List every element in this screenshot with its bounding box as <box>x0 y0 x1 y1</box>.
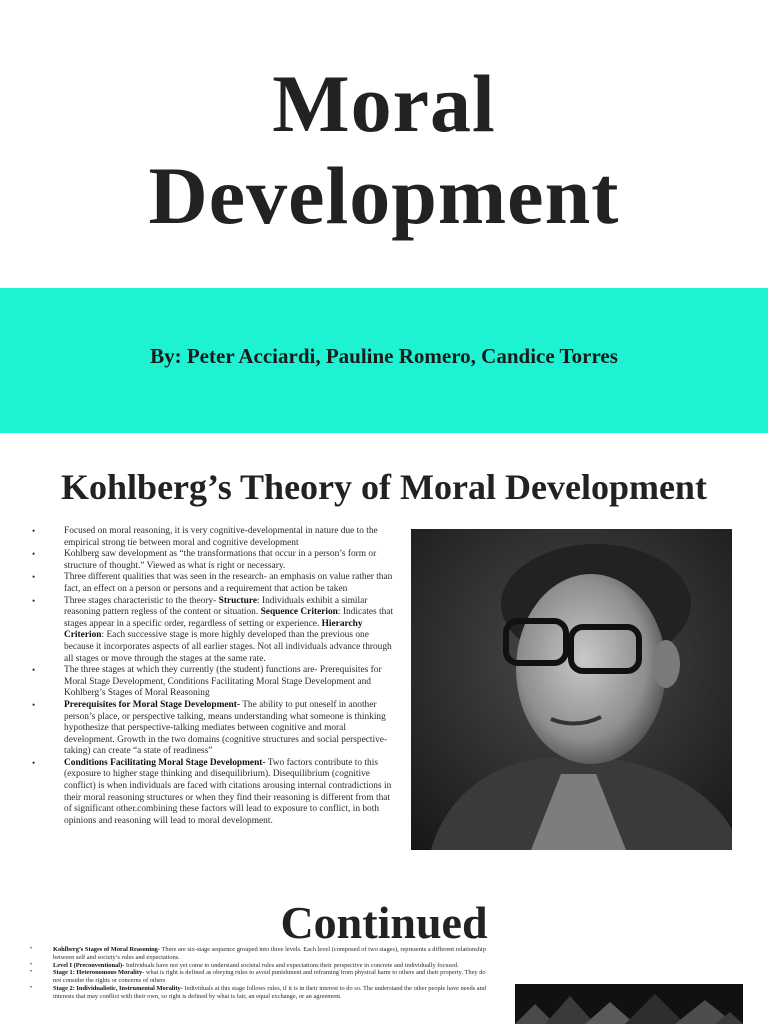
kohlberg-bullet-list <box>30 526 395 827</box>
list-item <box>28 946 488 962</box>
section-heading-kohlberg: Kohlberg’s Theory of Moral Development <box>61 467 707 507</box>
bullet-text: There are six-stage sequence grouped into three levels. Each level (composed of two stages), represents a different relationship between self and society’s rules and expectations. <box>53 946 486 961</box>
section-heading-continued: Continued <box>280 897 488 948</box>
bullet-term-text: : Individuals exhibit a similar reasoning pattern regless of the content or situation. <box>64 595 368 618</box>
bullet-lead: Conditions Facilitating Moral Stage Development- <box>64 757 266 768</box>
list-item <box>28 962 488 970</box>
list-item <box>30 549 395 572</box>
bullet-text: Individuals at this stage follows rules, if it is in their interest to do so. The understand the other people have needs and interests that may conflict with their own, so right is defined by what is fair, an equal exchange, or an agreement. <box>53 984 486 1000</box>
second-image <box>515 984 743 1024</box>
bullet-text: The ability to put oneself in another person’s place, or perspective talking, means understanding what someone is thinking hypothesize that perspective-talking mediates between cognitive and moral development. Growth in the two domains (cognitive structures and social perspective-taking) can create “a state of readiness” <box>64 699 388 757</box>
page-title <box>0 58 768 242</box>
bullet-lead: Kohlberg’s Stages of Moral Reasoning- <box>53 946 160 953</box>
bullet-term: Sequence Criterion <box>260 607 338 618</box>
list-item <box>28 985 488 1001</box>
list-item <box>28 969 488 985</box>
title-line-1: Moral <box>272 58 496 149</box>
list-item <box>30 758 395 828</box>
bullet-text: Three different qualities that was seen in the research- an emphasis on value rather than fact, an effect on a person or persons and a requirement that action be taken <box>64 572 393 594</box>
bullet-term: Structure <box>218 595 257 606</box>
list-item <box>30 665 395 700</box>
list-item <box>30 572 395 595</box>
bullet-text: Individuals have not yet come to understand societal rules and expectations their perspective in concrete and individually focused. <box>124 961 459 969</box>
bullet-lead: Prerequisites for Moral Stage Development- <box>64 699 241 710</box>
authors-line: By: Peter Acciardi, Pauline Romero, Candice Torres <box>150 344 618 368</box>
list-item <box>30 596 395 666</box>
bullet-term: Hierarchy Criterion <box>64 618 363 641</box>
portrait-photo-graphic <box>411 529 732 850</box>
second-image-graphic <box>515 984 743 1024</box>
bullet-term-text: : Indicates that stages appear in a specific order, regardless of setting or experience. <box>64 607 394 629</box>
title-line-2: Development <box>148 150 620 241</box>
list-item <box>30 526 395 549</box>
bullet-lead: Level I (Preconventional)- <box>53 961 125 969</box>
bullet-text: Kohlberg saw development as “the transformations that occur in a person’s form or structure of thought.” Viewed as what is right or necessary. <box>64 549 377 571</box>
list-item <box>30 700 395 758</box>
bullet-text: Focused on moral reasoning, it is very cognitive-developmental in nature due to the empirical strong tie between moral and cognitive development <box>64 526 378 548</box>
bullet-lead: Stage 2: Individualistic, Instrumental Morality- <box>53 984 183 992</box>
stages-bullet-list <box>28 946 488 1001</box>
bullet-lead: Stage 1: Heteronomous Morality- <box>53 969 145 977</box>
bullet-text: Three stages characteristic to the theory- <box>64 595 219 606</box>
kohlberg-portrait-image <box>411 529 732 850</box>
bullet-term-text: : Each successive stage is more highly developed than the previous one because it incorporates aspects of all earlier stages. Not all individuals advance through all stages or move through the stages at the same rate. <box>64 630 392 664</box>
bullet-text: Two factors contribute to this (exposure to higher stage thinking and disequilibrium). Disequilibrium (cognitive conflict) is when individuals are faced with citations arousing internal contradictions in their moral reasoning structures or when they find their reasoning is different from that of significant other.combining these factors will lead to exposure to conflict, in both opinions and reasoning will lead to moral development. <box>64 757 392 826</box>
bullet-text: what is right is defined as obeying rules to avoid punishment and reframing from physical harm to others and their property. They do not consider the rights or concerns of others <box>53 969 486 985</box>
bullet-text: The three stages at which they currently (the student) functions are- Prerequisites for Moral Stage Development, Conditions Facilitating Moral Stage Development and Kohlberg’s Stages of Moral Reasoning <box>64 665 382 699</box>
